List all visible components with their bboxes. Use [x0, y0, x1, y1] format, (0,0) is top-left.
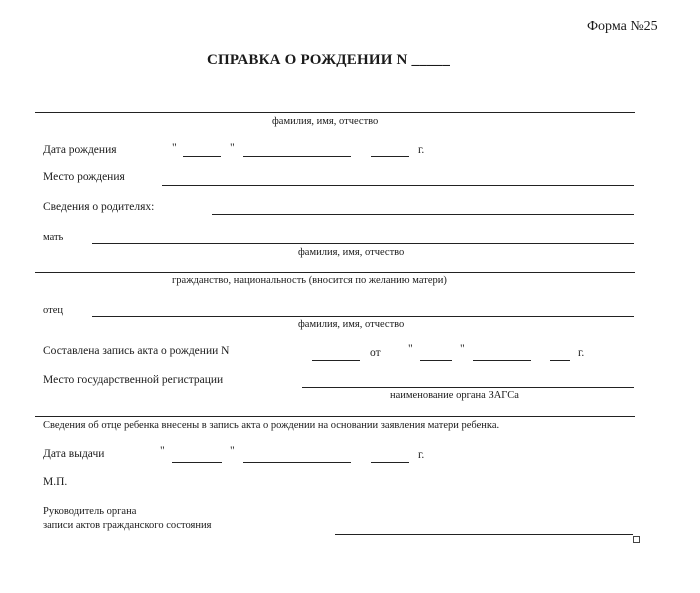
parents-info-field[interactable] — [212, 214, 634, 215]
quote-mark: " — [172, 142, 177, 154]
registration-place-field[interactable] — [302, 387, 634, 388]
fio-mother-caption: фамилия, имя, отчество — [298, 247, 405, 258]
act-month-field[interactable] — [473, 360, 531, 361]
birth-date-label: Дата рождения — [43, 144, 117, 156]
citizenship-field[interactable] — [35, 272, 635, 273]
birth-month-field[interactable] — [243, 156, 351, 157]
year-mark: г. — [418, 449, 425, 461]
birth-place-field[interactable] — [162, 185, 634, 186]
quote-mark: " — [408, 343, 413, 355]
signature-field[interactable] — [335, 534, 633, 535]
mother-field[interactable] — [92, 243, 634, 244]
zags-name-caption: наименование органа ЗАГСа — [390, 390, 519, 401]
father-info-note: Сведения об отце ребенка внесены в запись акта о рождении на основании заявления матери ребенка. — [43, 420, 500, 431]
act-year-field[interactable] — [550, 360, 570, 361]
act-from-label: от — [370, 347, 381, 359]
quote-mark: " — [460, 343, 465, 355]
mother-label: мать — [43, 232, 64, 243]
quote-mark: " — [230, 142, 235, 154]
birth-place-label: Место рождения — [43, 171, 125, 183]
birth-day-field[interactable] — [183, 156, 221, 157]
act-number-field[interactable] — [312, 360, 360, 361]
quote-mark: " — [160, 445, 165, 457]
registration-place-label: Место государственной регистрации — [43, 374, 224, 386]
issue-year-field[interactable] — [371, 462, 409, 463]
act-record-label: Составлена запись акта о рождении N — [43, 345, 230, 357]
birth-year-field[interactable] — [371, 156, 409, 157]
stamp-label: М.П. — [43, 476, 68, 488]
form-number: Форма №25 — [587, 19, 658, 34]
father-label: отец — [43, 305, 63, 316]
fio-father-caption: фамилия, имя, отчество — [298, 319, 405, 330]
father-field[interactable] — [92, 316, 634, 317]
citizenship-caption: гражданство, национальность (вносится по желанию матери) — [172, 275, 447, 286]
fio-child-line[interactable] — [35, 112, 635, 113]
corner-marker — [633, 536, 640, 543]
parents-info-label: Сведения о родителях: — [43, 201, 155, 213]
year-mark: г. — [418, 144, 425, 156]
head-title-line1: Руководитель органа — [43, 506, 137, 517]
issue-date-label: Дата выдачи — [43, 448, 105, 460]
zags-name-field[interactable] — [35, 416, 635, 417]
fio-child-caption: фамилия, имя, отчество — [272, 116, 379, 127]
issue-month-field[interactable] — [243, 462, 351, 463]
quote-mark: " — [230, 445, 235, 457]
issue-day-field[interactable] — [172, 462, 222, 463]
page-title: СПРАВКА О РОЖДЕНИИ N _____ — [207, 52, 451, 68]
act-day-field[interactable] — [420, 360, 452, 361]
year-mark: г. — [578, 347, 585, 359]
head-title-line2: записи актов гражданского состояния — [43, 520, 212, 531]
